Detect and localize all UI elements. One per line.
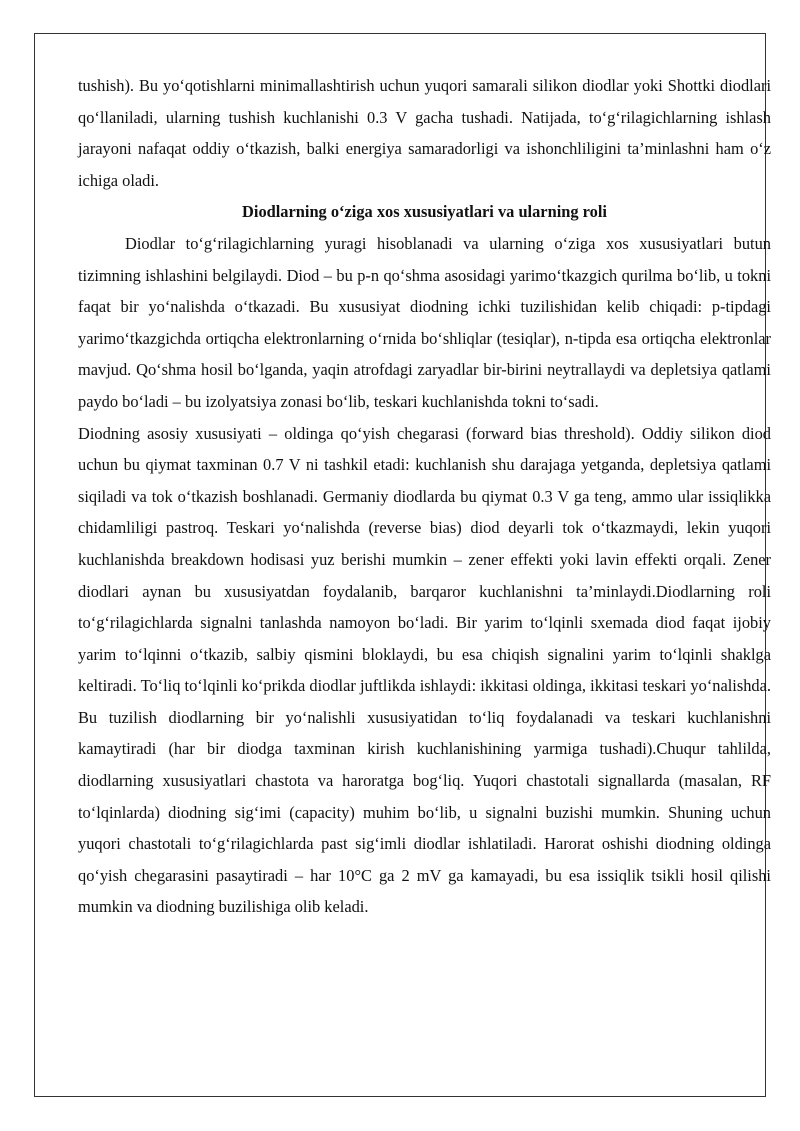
diode-properties-paragraph: Diodning asosiy xususiyati – oldinga qo‘yish chegarasi (forward bias threshold). Oddiy silikon diod uchun bu qiymat taxminan 0.7 V ni tashkil etadi: kuchlanish shu darajaga yetganda, depletsiya qatlami siqiladi va tok o‘tkazish boshlanadi. Germaniy diodlarda bu qiymat 0.3 V ga teng, ammo ular issiqlikka chidamliligi pastroq. Teskari yo‘nalishda (reverse bias) diod deyarli tok o‘tkazmaydi, lekin yuqori kuchlanishda breakdown hodisasi yuz berishi mumkin – zener effekti yoki lavin effekti orqali. Zener diodlari aynan bu xususiyatdan foydalanib, barqaror kuchlanishni ta’minlaydi.Diodlarning roli to‘g‘rilagichlarda signalni tanlashda namoyon bo‘ladi. Bir yarim to‘lqinli sxemada diod faqat ijobiy yarim to‘lqinni o‘tkazib, salbiy qismini bloklaydi, bu esa chiqish signalini yarim to‘lqinli shaklga keltiradi. To‘liq to‘lqinli ko‘prikda diodlar juftlikda ishlaydi: ikkitasi oldinga, ikkitasi teskari yo‘nalishda. Bu tuzilish diodlarning bir yo‘nalishli xususiyatidan to‘liq foydalanadi va teskari kuchlanishni kamaytiradi (har bir diodga taxminan kirish kuchlanishining yarmiga tushadi).Chuqur tahlilda, diodlarning xususiyatlari chastota va haroratga bog‘liq. Yuqori chastotali signallarda (masalan, RF to‘lqinlarda) diodning sig‘imi (capacity) muhim bo‘lib, u signalni buzishi mumkin. Shuning uchun yuqori chastotali to‘g‘rilagichlarda past sig‘imli diodlar ishlatiladi. Harorat oshishi diodning oldinga qo‘yish chegarasini pasaytiradi – har 10°C ga 2 mV ga kamayadi, bu esa issiqlik tsikli hosil qilishi mumkin va diodning buzilishiga olib keladi. xyxy=(78,423,771,917)
document-body xyxy=(78,70,771,923)
section-heading: Diodlarning o‘ziga xos xususiyatlari va ularning roli xyxy=(242,202,607,222)
diode-structure-paragraph: Diodlar to‘g‘rilagichlarning yuragi hisoblanadi va ularning o‘ziga xos xususiyatlari butun tizimning ishlashini belgilaydi. Diod – bu p-n qo‘shma asosidagi yarimo‘tkazgich qurilma bo‘lib, u tokni faqat bir yo‘nalishda o‘tkazadi. Bu xususiyat diodning ichki tuzilishidan kelib chiqadi: p-tipdagi yarimo‘tkazgichda ortiqcha elektronlarning o‘rnida bo‘shliqlar (tesiqlar), n-tipda esa ortiqcha elektronlar mavjud. Qo‘shma hosil bo‘lganda, yaqin atrofdagi zaryadlar bir-birini neytrallaydi va depletsiya qatlami paydo bo‘ladi – bu izolyatsiya zonasi bo‘lib, teskari kuchlanishda tokni to‘sadi. xyxy=(78,233,771,411)
intro-paragraph: tushish). Bu yo‘qotishlarni minimallashtirish uchun yuqori samarali silikon diodlar yoki Shottki diodlari qo‘llaniladi, ularning tushish kuchlanishi 0.3 V gacha tushadi. Natijada, to‘g‘rilagichlarning ishlash jarayoni nafaqat oddiy o‘tkazish, balki energiya samaradorligi va ishonchliligini ta’minlashni ham o‘z ichiga oladi. xyxy=(78,76,771,190)
